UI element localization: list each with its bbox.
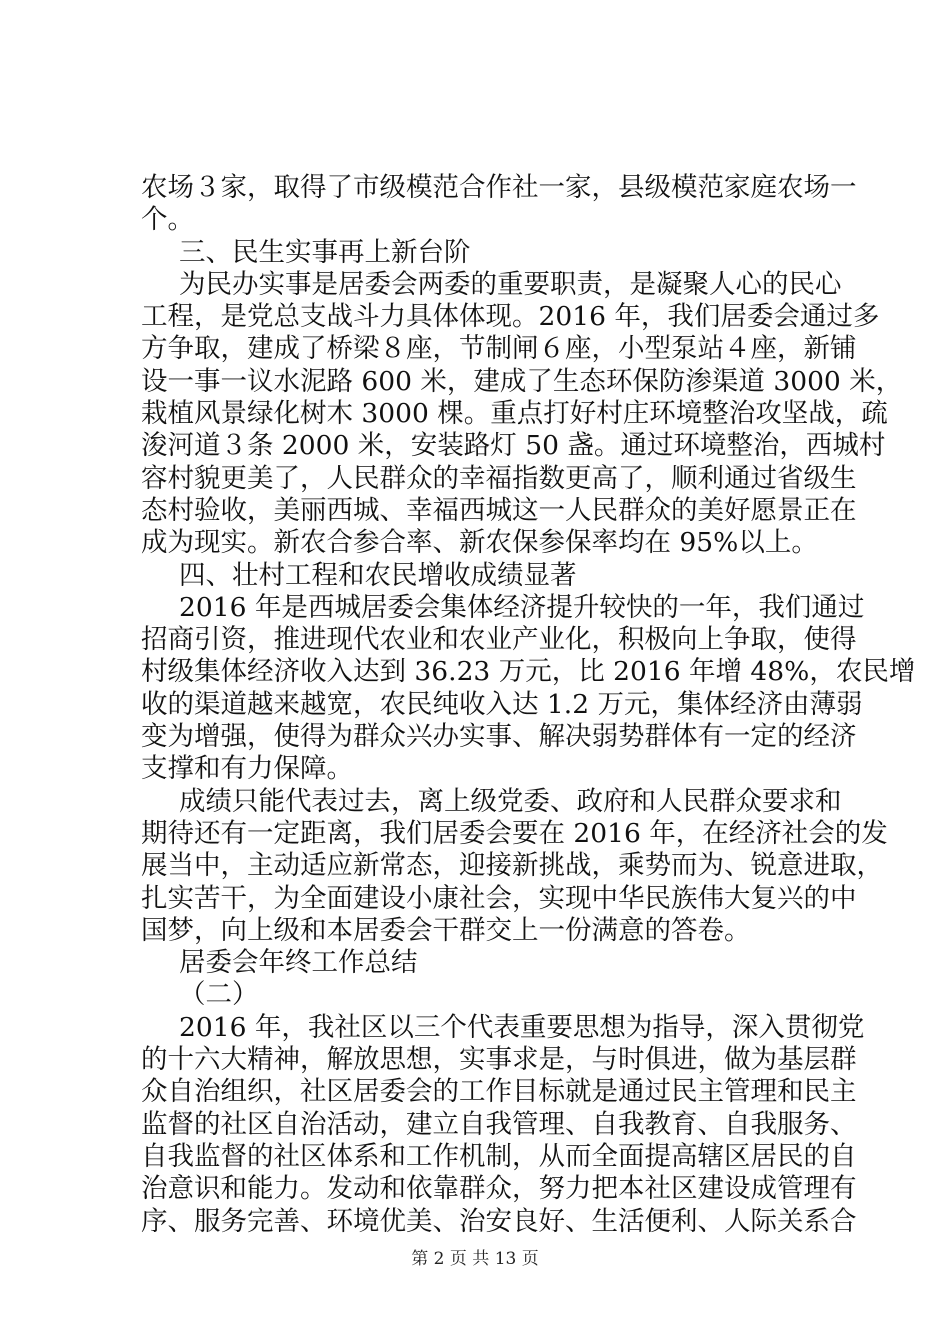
body-line: 国梦，向上级和本居委会干群交上一份满意的答卷。 <box>141 914 751 946</box>
body-line: 自我监督的社区体系和工作机制，从而全面提高辖区居民的自 <box>141 1140 857 1172</box>
body-line: 成绩只能代表过去，离上级党委、政府和人民群众要求和 <box>179 785 842 817</box>
page-number-footer: 第 2 页 共 13 页 <box>411 1249 539 1269</box>
body-line: 展当中，主动适应新常态，迎接新挑战，乘势而为、锐意进取， <box>141 850 883 882</box>
body-line: 容村貌更美了，人民群众的幸福指数更高了，顺利通过省级生 <box>141 462 857 494</box>
document-body <box>141 172 916 1238</box>
body-line: 个。 <box>141 204 194 236</box>
document-title: 居委会年终工作总结 <box>179 947 418 979</box>
body-line: 支撑和有力保障。 <box>141 753 353 785</box>
body-line: 收的渠道越来越宽，农民纯收入达 1.2 万元，集体经济由薄弱 <box>141 688 863 720</box>
body-line: 成为现实。新农合参合率、新农保参保率均在 95%以上。 <box>141 527 818 559</box>
body-line: 期待还有一定距离，我们居委会要在 2016 年，在经济社会的发 <box>141 817 888 849</box>
body-line: 变为增强，使得为群众兴办实事、解决弱势群体有一定的经济 <box>141 721 857 753</box>
body-line: 的十六大精神，解放思想，实事求是，与时俱进，做为基层群 <box>141 1044 857 1076</box>
section-heading: 三、民生实事再上新台阶 <box>179 236 471 268</box>
section-number: （二） <box>179 979 259 1011</box>
body-line: 2016 年是西城居委会集体经济提升较快的一年，我们通过 <box>179 591 865 623</box>
body-line: 序、服务完善、环境优美、治安良好、生活便利、人际关系合 <box>141 1205 857 1237</box>
body-line: 方争取，建成了桥梁８座，节制闸６座，小型泵站４座，新铺 <box>141 333 857 365</box>
body-line: 村级集体经济收入达到 36.23 万元，比 2016 年增 48%，农民增 <box>141 656 916 688</box>
body-line: 栽植风景绿化树木 3000 棵。重点打好村庄环境整治攻坚战，疏 <box>141 398 888 430</box>
body-line: 农场３家，取得了市级模范合作社一家，县级模范家庭农场一 <box>141 172 857 203</box>
body-line: 2016 年，我社区以三个代表重要思想为指导，深入贯彻党 <box>179 1011 865 1043</box>
body-line: 为民办实事是居委会两委的重要职责，是凝聚人心的民心 <box>179 268 842 300</box>
body-line: 监督的社区自治活动，建立自我管理、自我教育、自我服务、 <box>141 1108 857 1140</box>
body-line: 扎实苦干，为全面建设小康社会，实现中华民族伟大复兴的中 <box>141 882 857 914</box>
body-line: 治意识和能力。发动和依靠群众，努力把本社区建设成管理有 <box>141 1173 857 1205</box>
body-line: 工程，是党总支战斗力具体体现。2016 年，我们居委会通过多 <box>141 301 880 333</box>
body-line: 设一事一议水泥路 600 米，建成了生态环保防渗渠道 3000 米， <box>141 365 903 397</box>
body-line: 众自治组织，社区居委会的工作目标就是通过民主管理和民主 <box>141 1076 857 1108</box>
body-line: 招商引资，推进现代农业和农业产业化，积极向上争取，使得 <box>141 624 857 656</box>
body-line: 态村验收，美丽西城、幸福西城这一人民群众的美好愿景正在 <box>141 494 857 526</box>
section-heading: 四、壮村工程和农民增收成绩显著 <box>179 559 577 591</box>
body-line: 浚河道３条 2000 米，安装路灯 50 盏。通过环境整治，西城村 <box>141 430 886 462</box>
